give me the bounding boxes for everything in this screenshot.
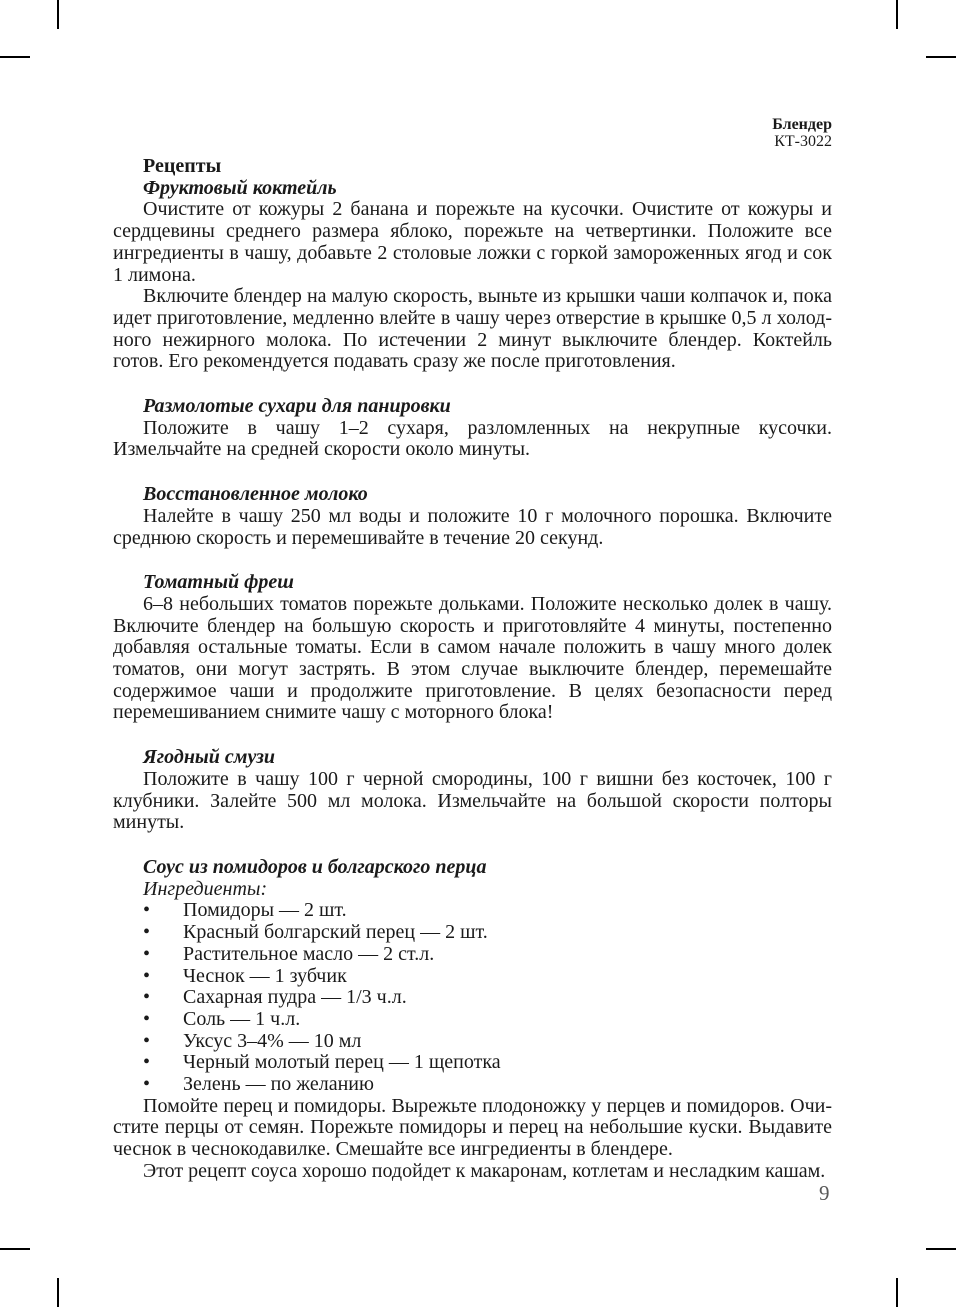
crop-mark-bottom-right-vertical	[896, 1278, 898, 1307]
recipe-title: Ягодный смузи	[143, 746, 276, 769]
recipe-title: Соус из помидоров и болгарского перца	[143, 855, 487, 878]
crop-mark-bottom-left-horizontal	[0, 1248, 30, 1250]
recipe-paragraph: Очистите от кожуры 2 банана и порежьте на кусочки. Очистите от кожуры и сердцевины среднего размера яблоко, порежьте на четвертинки. Положите все ингредиенты в чашу, добавьте 2 столовые ложки с горкой замороженных ягод и сок 1 лимона.	[113, 198, 832, 286]
ingredient-item: • Растительное масло — 2 ст.л.	[113, 944, 832, 966]
recipe-paragraph: Этот рецепт соуса хорошо подойдет к макаронам, котлетам и несладким кашам.	[143, 1159, 826, 1182]
ingredient-item: • Уксус 3–4% — 10 мл	[113, 1031, 832, 1053]
ingredient-item: • Помидоры — 2 шт.	[113, 900, 832, 922]
ingredient-item: • Красный болгарский перец — 2 шт.	[113, 922, 832, 944]
crop-mark-bottom-left-vertical	[57, 1278, 59, 1307]
recipe-section-fruit-cocktail	[113, 178, 832, 373]
recipe-section-berry-smoothie	[113, 747, 832, 834]
recipe-title: Фруктовый коктейль	[143, 176, 337, 199]
recipe-section-tomato-fresh	[113, 572, 832, 724]
crop-mark-top-right-horizontal	[926, 56, 956, 58]
ingredient-item: • Черный молотый перец — 1 щепотка	[113, 1052, 832, 1074]
recipe-title: Томатный фреш	[143, 571, 294, 594]
recipe-paragraph: 6–8 небольших томатов порежьте дольками. Положите несколько долек в чашу. Включите блендер на большую скорость и приготовляйте 4 минуты, постепенно добавляя остальные томаты. Если в самом начале положить в чашу много долек томатов, они могут застрять. В этом случае выключите блендер, перемешайте содержимое чаши и продолжите приготовление. В целях безопасности перед перемешиванием снимите чашу с моторного блока!	[113, 592, 832, 724]
crop-mark-top-left-horizontal	[0, 56, 30, 58]
crop-mark-top-right-vertical	[896, 0, 898, 29]
page-content	[113, 156, 832, 1183]
ingredient-item: • Соль — 1 ч.л.	[113, 1009, 832, 1031]
crop-mark-top-left-vertical	[57, 0, 59, 29]
recipe-section-breadcrumbs	[113, 396, 832, 461]
recipe-section-tomato-pepper-sauce	[113, 857, 832, 1183]
recipe-section-reconstituted-milk	[113, 484, 832, 549]
model-number: КТ-3022	[774, 133, 832, 150]
ingredient-item: • Зелень — по желанию	[113, 1074, 832, 1096]
page-title: Рецепты	[143, 155, 222, 177]
crop-mark-bottom-right-horizontal	[926, 1248, 956, 1250]
page-number: 9	[819, 1181, 830, 1205]
recipe-title: Восстановленное молоко	[143, 483, 368, 506]
recipe-paragraph: Включите блендер на малую скорость, выньте из крышки чаши колпачок и, пока идет приготовление, медленно влейте в чашу через отверстие в крышке 0,5 л холодного нежирного молока. По истечении 2 минут выключите блендер. Коктейль готов. Его рекомендуется подавать сразу же после приготовления.	[113, 285, 832, 373]
recipe-paragraph: Помойте перец и помидоры. Вырежьте плодоножку у перцев и помидоров. Очистите перцы от семян. Порежьте помидоры и перец на небольшие куски. Выдавите чеснок в чеснокодавилке. Смешайте все ингредиенты в блендере.	[113, 1094, 832, 1161]
recipe-paragraph: Положите в чашу 1–2 сухаря, разломленных на некрупные кусочки. Измельчайте на средней скорости около минуты.	[113, 416, 832, 461]
ingredient-item: • Чеснок — 1 зубчик	[113, 966, 832, 988]
ingredient-item: • Сахарная пудра — 1/3 ч.л.	[113, 987, 832, 1009]
running-head	[772, 116, 832, 150]
recipe-paragraph: Положите в чашу 100 г черной смородины, 100 г вишни без косточек, 100 г клубники. Залейте 500 мл молока. Измельчайте на большой скорости полторы минуты.	[113, 767, 832, 834]
ingredients-label: Ингредиенты:	[143, 877, 268, 900]
product-name: Блендер	[772, 116, 832, 133]
recipe-title: Размолотые сухари для панировки	[143, 395, 451, 418]
recipe-paragraph: Налейте в чашу 250 мл воды и положите 10 г молочного порошка. Включите среднюю скорость и перемешивайте в течение 20 секунд.	[113, 504, 832, 549]
